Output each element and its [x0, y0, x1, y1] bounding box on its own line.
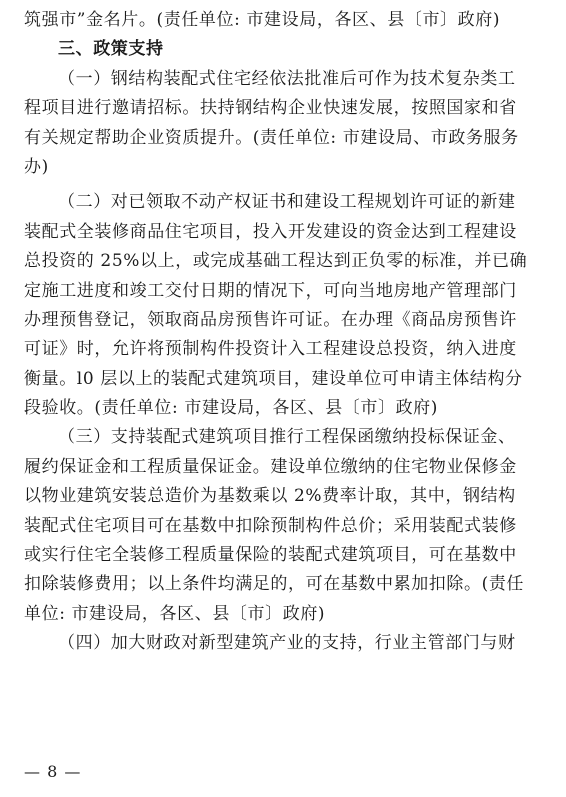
section-heading: 三、政策支持 — [58, 39, 164, 60]
paragraph-3 — [24, 423, 544, 629]
paragraph-line: 装配式全装修商品住宅项目，投入开发建设的资金达到工程建设 — [24, 221, 517, 242]
paragraph-line: 单位: 市建设局，各区、县〔市〕政府) — [24, 603, 326, 624]
paragraph-line: 段验收。(责任单位: 市建设局，各区、县〔市〕政府) — [24, 398, 438, 419]
carryover-line: 筑强市”金名片。(责任单位: 市建设局，各区、县〔市〕政府) — [24, 10, 501, 30]
paragraph-line: 扣除装修费用；以上条件均满足的，可在基数中累加扣除。(责任 — [24, 574, 525, 595]
paragraph-line: 以物业建筑安装总造价为基数乘以 2%费率计取，其中，钢结构 — [24, 486, 516, 507]
paragraph-line: 可证》时，允许将预制构件投资计入工程建设总投资，纳入进度 — [24, 339, 517, 360]
page-number: — 8 — — [24, 762, 82, 781]
paragraph-4 — [24, 629, 544, 658]
paragraph-line: 有关规定帮助企业资质提升。(责任单位: 市建设局、市政务服务 — [24, 127, 519, 148]
paragraph-line: （四）加大财政对新型建筑产业的支持，行业主管部门与财 — [58, 633, 516, 654]
paragraph-line: 程项目进行邀请招标。扶持钢结构企业快速发展，按照国家和省 — [24, 98, 517, 119]
paragraph-line: 定施工进度和竣工交付日期的情况下，可向当地房地产管理部门 — [24, 280, 517, 301]
paragraph-1 — [24, 65, 544, 183]
paragraph-line: 衡量。l0 层以上的装配式建筑项目，建设单位可申请主体结构分 — [24, 368, 523, 389]
paragraph-line: 办) — [24, 156, 49, 177]
paragraph-line: （三）支持装配式建筑项目推行工程保函缴纳投标保证金、 — [58, 427, 516, 448]
paragraph-2 — [24, 188, 544, 423]
paragraph-line: 办理预售登记，领取商品房预售许可证。在办理《商品房预售许 — [24, 309, 517, 330]
paragraph-line: （一）钢结构装配式住宅经依法批准后可作为技术复杂类工 — [58, 68, 516, 89]
paragraph-line: 履约保证金和工程质量保证金。建设单位缴纳的住宅物业保修金 — [24, 456, 517, 477]
paragraph-line: （二）对已领取不动产权证书和建设工程规划许可证的新建 — [58, 192, 516, 213]
paragraph-line: 装配式住宅项目可在基数中扣除预制构件总价；采用装配式装修 — [24, 515, 517, 536]
paragraph-line: 总投资的 25%以上，或完成基础工程达到正负零的标准，并已确 — [24, 251, 528, 272]
document-page — [24, 6, 544, 659]
paragraph-line: 或实行住宅全装修工程质量保险的装配式建筑项目，可在基数中 — [24, 545, 517, 566]
